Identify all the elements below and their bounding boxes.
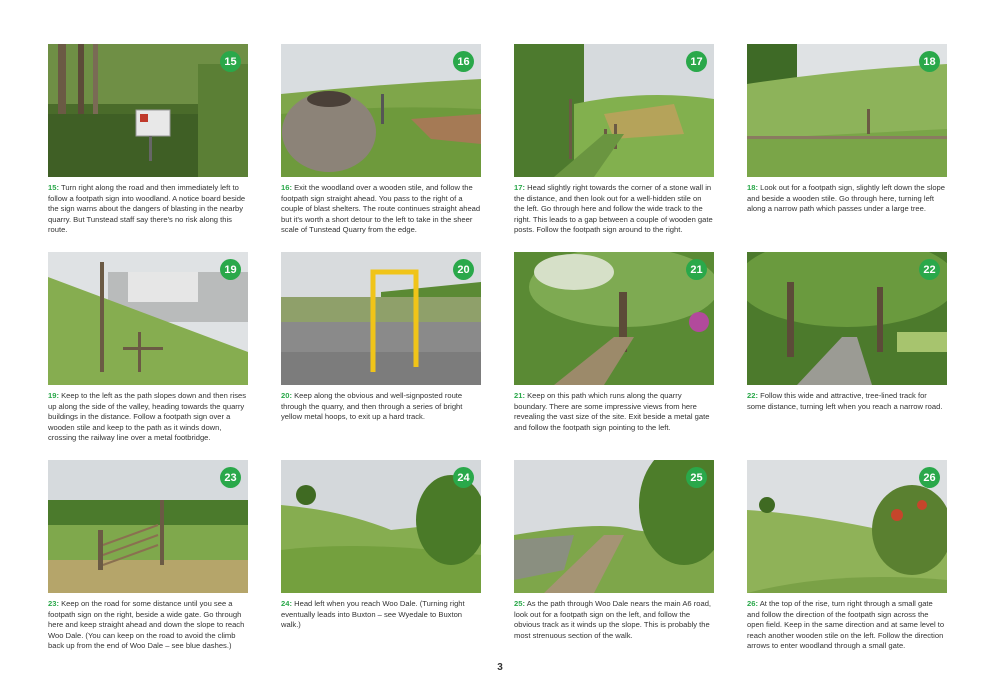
step-badge: 20 (453, 259, 474, 280)
step-text: Exit the woodland over a wooden stile, and follow the footpath sign straight ahead. You pass to the right of a couple of blast shelters. The route continues straight ahead but it's worth a short detour to the left to take in the sheer scale of Tunstead Quarry from the edge. (281, 183, 481, 234)
step-text: As the path through Woo Dale nears the main A6 road, look out for a footpath sign on the left, and follow the obvious track as it winds up the slope. This is probably the most strenuous section of the walk. (514, 599, 712, 640)
step-number: 25: (514, 599, 525, 608)
step-text: Follow this wide and attractive, tree-lined track for some distance, turning left when you reach a narrow road. (747, 391, 943, 411)
page-number: 3 (497, 662, 503, 673)
step-text: Head slightly right towards the corner of a stone wall in the distance, and then look out for a well-hidden stile on the left. Go through here and follow the wide track to the right. This leads to a gap between a couple of wooden gate posts. Follow the footpath sign around to the right. (514, 183, 713, 234)
step-text: Keep along the obvious and well-signposted route through the quarry, and then through a series of bright yellow metal hoops, to exit up a hard track. (281, 391, 463, 421)
step-badge: 17 (686, 51, 707, 72)
step-caption (747, 183, 947, 215)
step-text: Keep on the road for some distance until you see a footpath sign on the right, beside a wide gate. Go through here and keep straight ahead and down the slope to reach Woo Dale. (You can keep on the road to avoid the climb back up from the end of Woo Dale – see blue dashes.) (48, 599, 245, 650)
step-card-17 (514, 44, 714, 250)
step-card-15 (48, 44, 248, 250)
step-photo-26 (747, 460, 947, 593)
step-card-18 (747, 44, 947, 250)
step-number: 16: (281, 183, 292, 192)
step-photo-16 (281, 44, 481, 177)
step-number: 22: (747, 391, 758, 400)
step-caption (281, 391, 481, 423)
step-badge: 22 (919, 259, 940, 280)
step-card-22 (747, 252, 947, 458)
step-photo-22 (747, 252, 947, 385)
step-photo-24 (281, 460, 481, 593)
step-number: 18: (747, 183, 758, 192)
step-badge: 24 (453, 467, 474, 488)
step-number: 20: (281, 391, 292, 400)
step-photo-17 (514, 44, 714, 177)
step-badge: 21 (686, 259, 707, 280)
step-caption (281, 183, 481, 236)
step-text: At the top of the rise, turn right through a small gate and follow the direction of the footpath sign across the open field. Keep in the same direction and at same level to reach another wooden stile on the left. Follow the direction arrows to enter woodland through a small gate. (747, 599, 945, 650)
grid-row-3 (48, 460, 952, 666)
step-badge: 25 (686, 467, 707, 488)
step-card-25 (514, 460, 714, 666)
step-text: Turn right along the road and then immediately left to follow a footpath sign into woodland. A notice board beside the sign warns about the dangers of blasting in the nearby quarry. But Tunstead staff say there's no risk along this route. (48, 183, 246, 234)
step-card-24 (281, 460, 481, 666)
step-number: 23: (48, 599, 59, 608)
step-number: 21: (514, 391, 525, 400)
step-number: 19: (48, 391, 59, 400)
step-caption (48, 391, 248, 444)
step-caption (48, 183, 248, 236)
step-badge: 18 (919, 51, 940, 72)
step-card-26 (747, 460, 947, 666)
step-card-16 (281, 44, 481, 250)
step-badge: 26 (919, 467, 940, 488)
grid-row-1 (48, 44, 952, 250)
step-photo-20 (281, 252, 481, 385)
step-photo-25 (514, 460, 714, 593)
step-badge: 19 (220, 259, 241, 280)
step-card-19 (48, 252, 248, 458)
step-badge: 15 (220, 51, 241, 72)
step-badge: 16 (453, 51, 474, 72)
step-caption (514, 391, 714, 433)
grid-row-2 (48, 252, 952, 458)
step-caption (747, 599, 947, 652)
step-photo-19 (48, 252, 248, 385)
step-text: Look out for a footpath sign, slightly left down the slope and beside a wooden stile. Go through here, turning left along a narrow path which passes under a large tree. (747, 183, 946, 213)
step-caption (48, 599, 248, 652)
step-caption (747, 391, 947, 412)
step-number: 15: (48, 183, 59, 192)
step-text: Keep on this path which runs along the quarry boundary. There are some impressive views from here revealing the vast size of the site. Exit beside a metal gate and follow the footpath sign pointing to the left. (514, 391, 710, 432)
step-number: 24: (281, 599, 292, 608)
step-card-23 (48, 460, 248, 666)
step-card-21 (514, 252, 714, 458)
step-text: Head left when you reach Woo Dale. (Turning right eventually leads into Buxton – see Wyedale to Buxton walk.) (281, 599, 465, 629)
step-photo-15 (48, 44, 248, 177)
step-caption (514, 183, 714, 236)
step-text: Keep to the left as the path slopes down and then rises up along the side of the valley, heading towards the quarry buildings in the distance. Follow a footpath sign over a wooden stile and keep to the path as it winds down, crossing the railway line over a metal footbridge. (48, 391, 247, 442)
photo-grid (48, 44, 952, 666)
step-card-20 (281, 252, 481, 458)
step-number: 26: (747, 599, 758, 608)
step-photo-21 (514, 252, 714, 385)
step-caption (281, 599, 481, 631)
step-caption (514, 599, 714, 641)
step-number: 17: (514, 183, 525, 192)
step-badge: 23 (220, 467, 241, 488)
step-photo-23 (48, 460, 248, 593)
step-photo-18 (747, 44, 947, 177)
